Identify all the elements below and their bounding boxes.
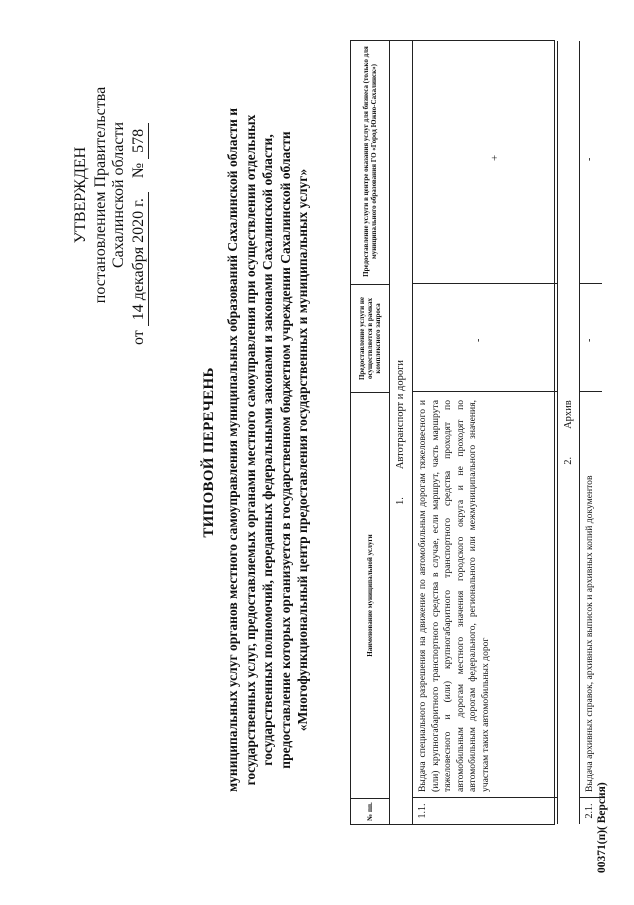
number-sign: № [130, 162, 147, 179]
row-not-provided: - [584, 338, 595, 342]
row-business: - [584, 157, 595, 161]
row-name: Выдача архивных справок, архивных выписок и архивных копий документов [584, 475, 595, 792]
document-title: ТИПОВОЙ ПЕРЕЧЕНЬ [201, 367, 217, 538]
header-business: Предоставление услуги в центре оказания услуг для бизнеса (только для муниципального образования ГО «Город Южно-Сахалинск») [362, 46, 378, 277]
section-num: 2. [563, 456, 574, 465]
services-table [350, 40, 595, 825]
section-num: 1. [395, 497, 406, 506]
approval-line-2: Сахалинской области [110, 121, 127, 269]
header-not-provided: Предоставление услуги не осуществляется в рамках комплексного запроса [351, 284, 389, 392]
section-title: Архив [563, 400, 574, 429]
approval-number: 578 [130, 123, 149, 159]
row-business: + [489, 154, 501, 161]
row-num: 1.1. [417, 803, 428, 819]
row-not-provided: - [473, 338, 484, 342]
document-intro: муниципальных услуг органов местного самоуправления муниципальных образований Сахалинской области и государственных услуг, предоставляемых органами местного самоуправления при осуществлении отдельных государственных полномочий, переданных федеральными законами и законами Сахалинской области, предоставление которых организуется в государственном бюджетном учреждении Сахалинской области «Многофункциональный центр предоставления государственных и муниципальных услуг» [225, 107, 310, 793]
table-row [580, 41, 602, 824]
section-row [558, 41, 580, 824]
header-name: Наименование муниципальной услуги [351, 392, 389, 798]
approval-block [72, 45, 149, 345]
approval-date: 14 декабря 2020 г. [130, 192, 149, 326]
section-row [389, 41, 413, 824]
row-name: Выдача специального разрешения на движение по автомобильным дорогам тяжеловесного и (или) крупногабаритного транспортного средства в случае, если маршрут, часть маршрута тяжеловесного и (или) крупногабаритного транспортного средства проходят по автомобильным дорогам местного значения городского округа и не проходят по автомобильным дорогам федерального, регионального или межмуниципального значения, участкам таких автомобильных дорог [417, 400, 491, 792]
header-num: № пп. [351, 798, 389, 824]
date-prefix: от [130, 330, 147, 345]
approval-line-1: постановлением Правительства [92, 86, 109, 304]
section-title: Автотранспорт и дороги [395, 359, 406, 470]
approval-heading: УТВЕРЖДЕН [72, 146, 89, 244]
table-header [351, 41, 390, 824]
footer-code: 00371(п)( Версия) [596, 782, 608, 873]
row-num: 2.1. [584, 803, 595, 819]
table-row [413, 41, 558, 824]
approval-date-line [130, 45, 149, 345]
